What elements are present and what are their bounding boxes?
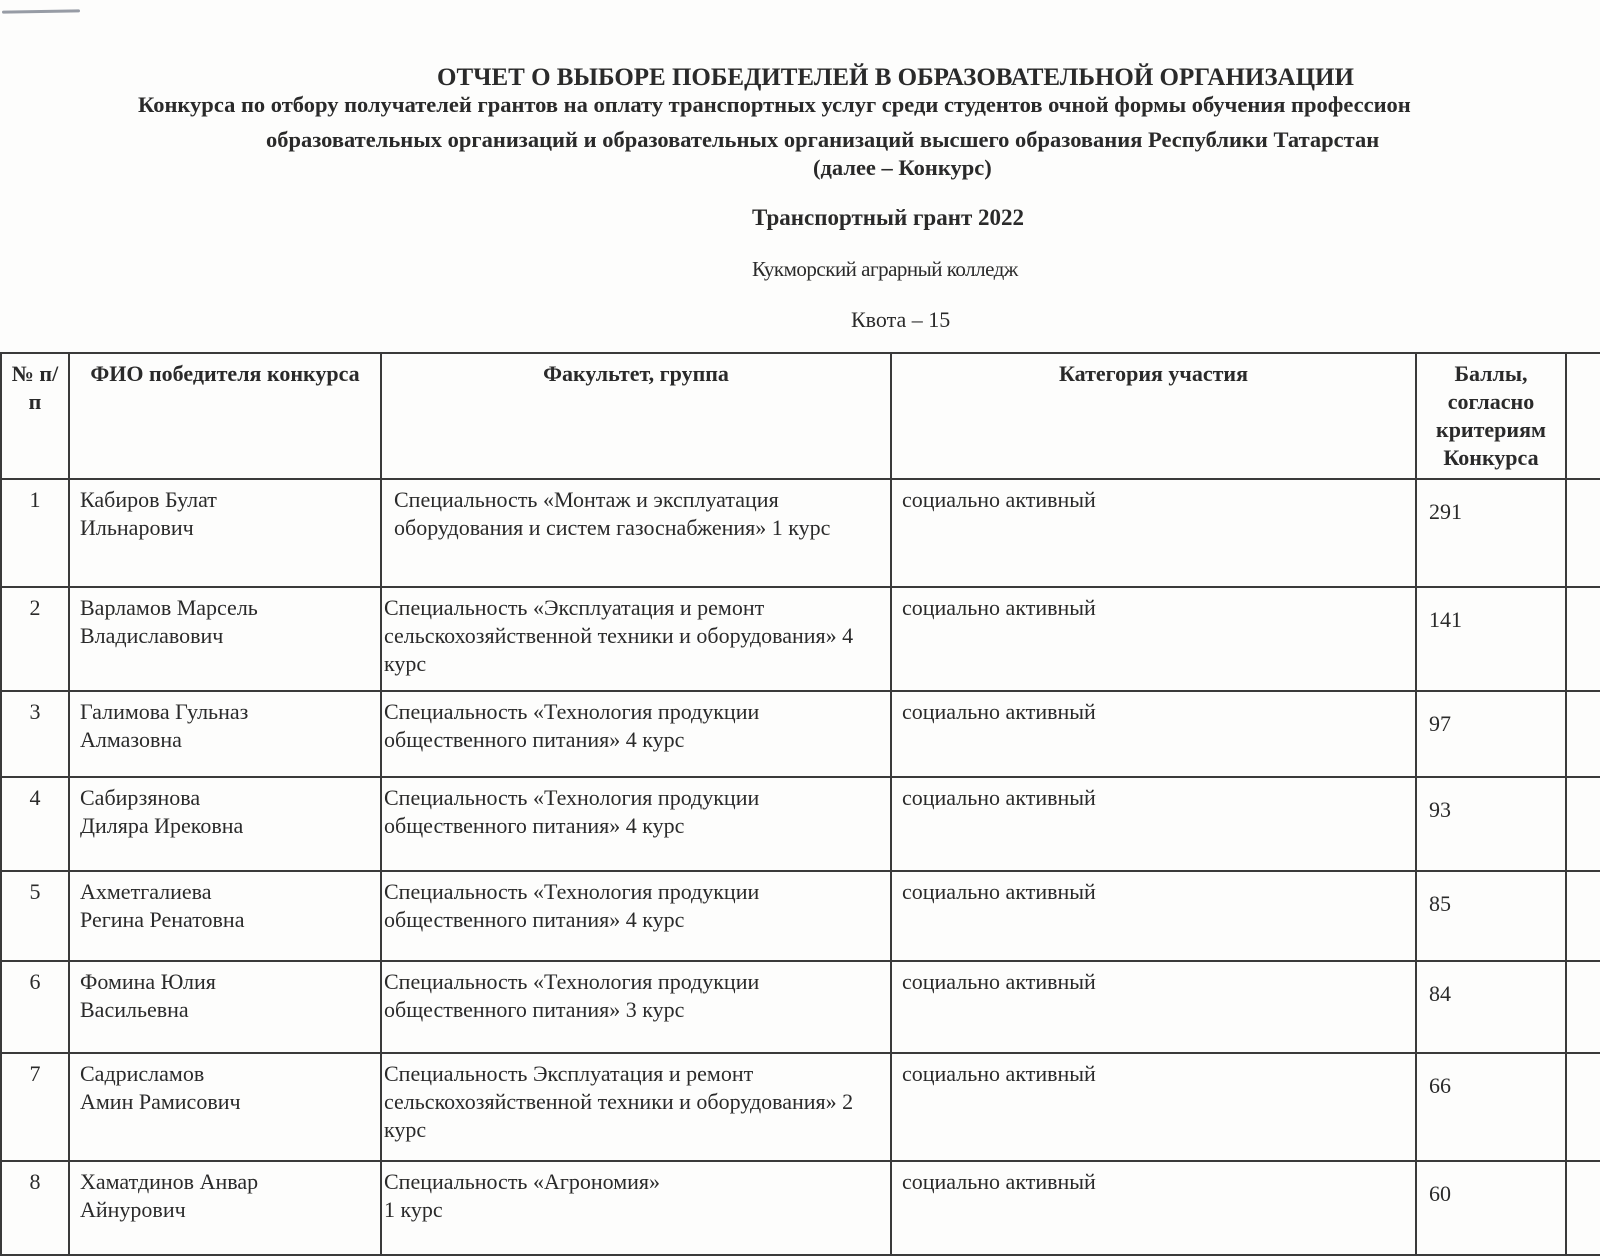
score: 84	[1416, 961, 1566, 1053]
name-line: Варламов Марсель	[80, 595, 258, 620]
participation-category: социально активный	[891, 587, 1416, 691]
table-row	[1, 691, 1600, 777]
row-number: 1	[1, 479, 69, 587]
name-line: Алмазовна	[80, 727, 182, 752]
score: 97	[1416, 691, 1566, 777]
name-line: Амин Рамисович	[80, 1089, 241, 1114]
name-line: Ахметгалиева	[80, 879, 212, 904]
faculty-line: Специальность «Агрономия»	[384, 1169, 661, 1194]
participation-category: социально активный	[891, 1161, 1416, 1255]
faculty-line: 1 курс	[384, 1197, 443, 1222]
cut-cell	[1566, 961, 1600, 1053]
participation-category: социально активный	[891, 871, 1416, 961]
winners-table	[0, 352, 1600, 1256]
name-line: Айнурович	[80, 1197, 186, 1222]
name-line: Владиславович	[80, 623, 224, 648]
table-row	[1, 777, 1600, 871]
quota: Квота – 15	[851, 307, 951, 332]
cut-cell	[1566, 1161, 1600, 1255]
table-row	[1, 1161, 1600, 1255]
name-line: Кабиров Булат	[80, 487, 217, 512]
score: 291	[1416, 479, 1566, 587]
score: 60	[1416, 1161, 1566, 1255]
cut-cell	[1566, 479, 1600, 587]
cut-cell	[1566, 587, 1600, 691]
participation-category: социально активный	[891, 961, 1416, 1053]
table-row	[1, 871, 1600, 961]
faculty-group	[381, 1161, 891, 1255]
subtitle-line-2: образовательных организаций и образовательных организаций высшего образования Республики Татарстан	[266, 127, 1380, 152]
row-number: 3	[1, 691, 69, 777]
subtitle-line-3: (далее – Конкурс)	[813, 155, 992, 180]
winner-name	[69, 691, 381, 777]
participation-category: социально активный	[891, 691, 1416, 777]
college-name: Кукморский аграрный колледж	[752, 257, 1018, 281]
name-line: Галимова Гульназ	[80, 699, 249, 724]
cut-cell	[1566, 1053, 1600, 1161]
cut-cell	[1566, 777, 1600, 871]
cut-cell	[1566, 691, 1600, 777]
winner-name	[69, 479, 381, 587]
winner-name	[69, 587, 381, 691]
score: 66	[1416, 1053, 1566, 1161]
col-header-num: № п/п	[1, 353, 69, 479]
col-header-cut	[1566, 353, 1600, 479]
name-line: Ильнарович	[80, 515, 194, 540]
row-number: 8	[1, 1161, 69, 1255]
name-line: Васильевна	[80, 997, 189, 1022]
winner-name	[69, 871, 381, 961]
col-header-score: Баллы, согласно критериям Конкурса	[1416, 353, 1566, 479]
winner-name	[69, 961, 381, 1053]
score: 141	[1416, 587, 1566, 691]
row-number: 6	[1, 961, 69, 1053]
col-header-name: ФИО победителя конкурса	[69, 353, 381, 479]
name-line: Сабирзянова	[80, 785, 201, 810]
table-row	[1, 587, 1600, 691]
col-header-category: Категория участия	[891, 353, 1416, 479]
subtitle-line-1: Конкурса по отбору получателей грантов на оплату транспортных услуг среди студентов очной формы обучения профессион	[138, 92, 1411, 117]
table-row	[1, 961, 1600, 1053]
report-title: ОТЧЕТ О ВЫБОРЕ ПОБЕДИТЕЛЕЙ В ОБРАЗОВАТЕЛЬНОЙ ОРГАНИЗАЦИИ	[437, 64, 1354, 91]
name-line: Хаматдинов Анвар	[80, 1169, 259, 1194]
participation-category: социально активный	[891, 777, 1416, 871]
faculty-group: Специальность «Технология продукции общественного питания» 3 курс	[381, 961, 891, 1053]
faculty-group: Специальность «Эксплуатация и ремонт сельскохозяйственной техники и оборудования» 4 курс	[381, 587, 891, 691]
table-row	[1, 1053, 1600, 1161]
table-row	[1, 479, 1600, 587]
name-line: Садрисламов	[80, 1061, 205, 1086]
winner-name	[69, 1053, 381, 1161]
score: 85	[1416, 871, 1566, 961]
participation-category: социально активный	[891, 479, 1416, 587]
faculty-group: Специальность «Монтаж и эксплуатация оборудования и систем газоснабжения» 1 курс	[381, 479, 891, 587]
grant-title: Транспортный грант 2022	[752, 205, 1025, 230]
score: 93	[1416, 777, 1566, 871]
name-line: Фомина Юлия	[80, 969, 216, 994]
faculty-group: Специальность «Технология продукции общественного питания» 4 курс	[381, 777, 891, 871]
winner-name	[69, 1161, 381, 1255]
row-number: 5	[1, 871, 69, 961]
row-number: 2	[1, 587, 69, 691]
row-number: 7	[1, 1053, 69, 1161]
table-header-row	[1, 353, 1600, 479]
faculty-group: Специальность «Технология продукции общественного питания» 4 курс	[381, 871, 891, 961]
faculty-group: Специальность Эксплуатация и ремонт сельскохозяйственной техники и оборудования» 2 курс	[381, 1053, 891, 1161]
faculty-group: Специальность «Технология продукции общественного питания» 4 курс	[381, 691, 891, 777]
row-number: 4	[1, 777, 69, 871]
cut-cell	[1566, 871, 1600, 961]
scan-artifact	[2, 9, 80, 13]
name-line: Регина Ренатовна	[80, 907, 245, 932]
winner-name	[69, 777, 381, 871]
col-header-faculty: Факультет, группа	[381, 353, 891, 479]
participation-category: социально активный	[891, 1053, 1416, 1161]
name-line: Диляра Ирековна	[80, 813, 244, 838]
